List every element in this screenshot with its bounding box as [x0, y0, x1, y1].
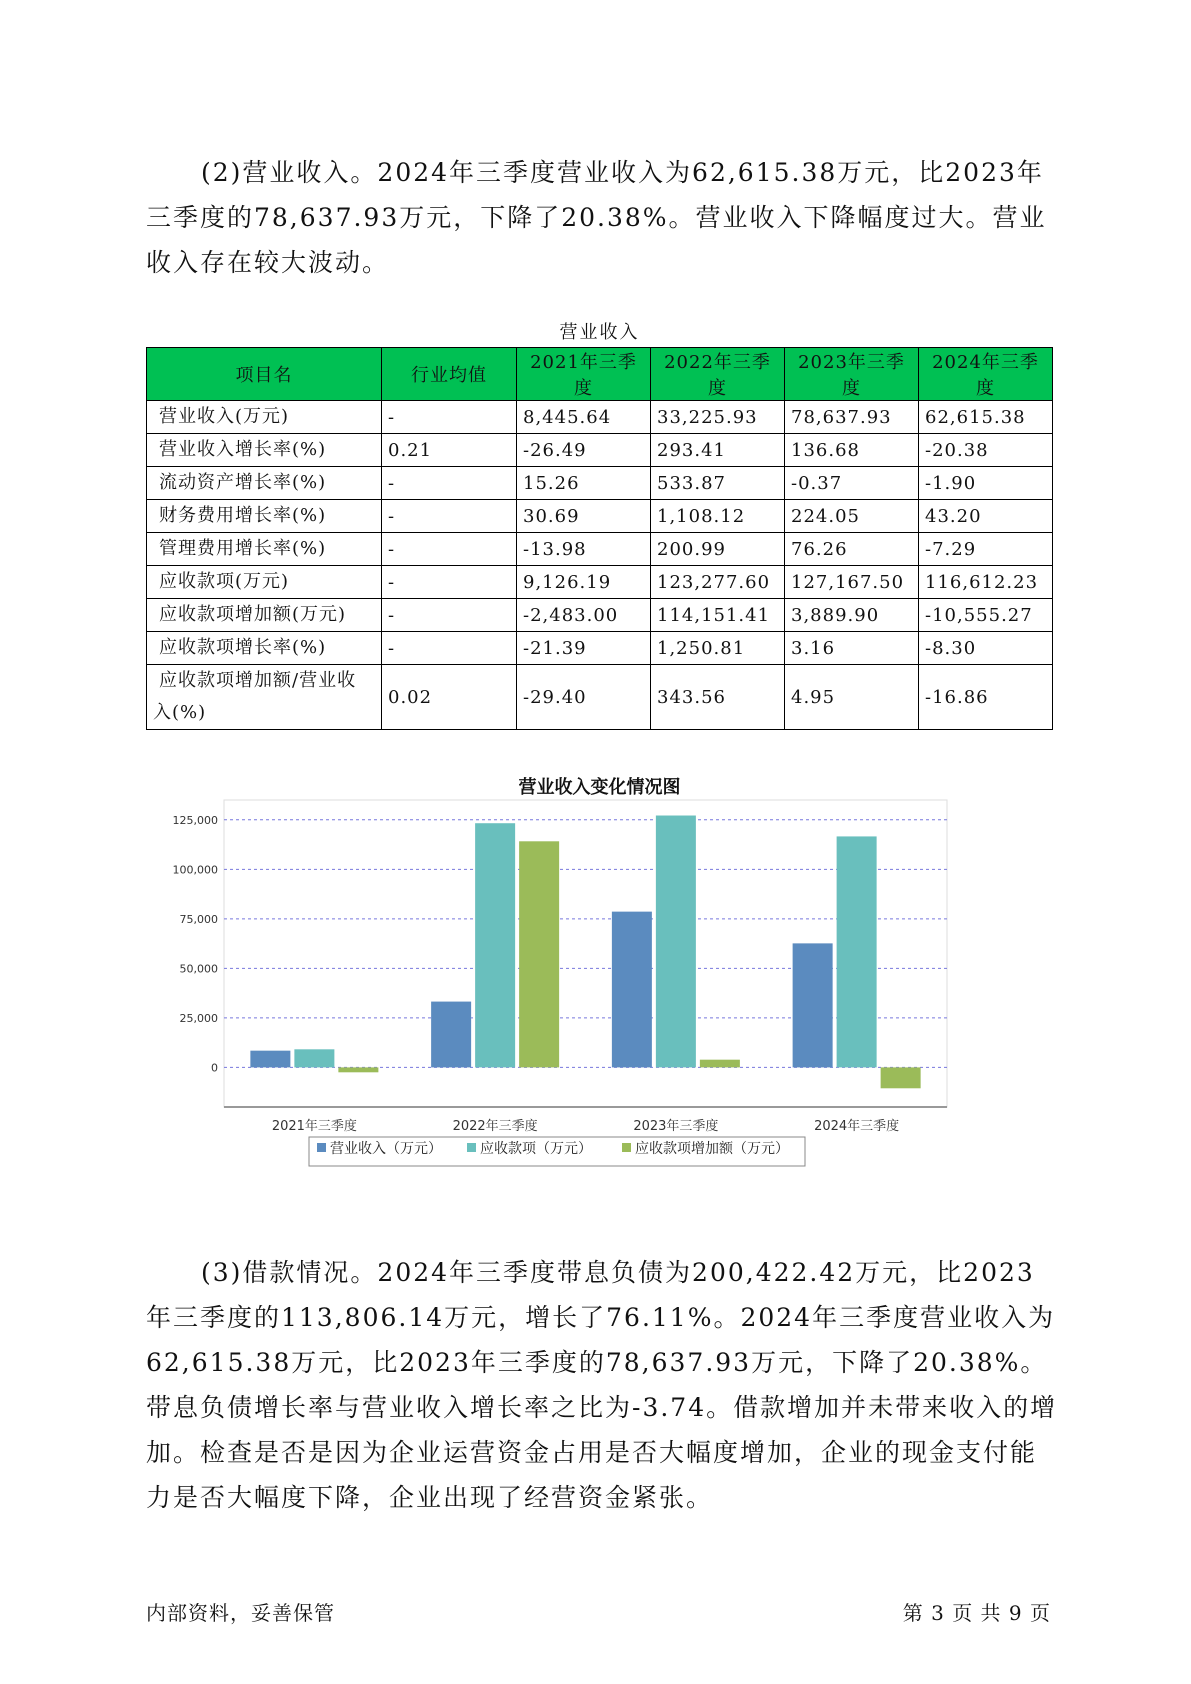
y-tick-label: 0: [211, 1061, 218, 1075]
bar-receivables: [294, 1049, 334, 1067]
table-cell: -21.39: [517, 632, 651, 665]
y-tick-label: 25,000: [179, 1011, 218, 1025]
table-cell: 76.26: [785, 533, 919, 566]
legend-label: 应收款项（万元）: [480, 1141, 592, 1157]
table-row: [147, 500, 1053, 533]
table-cell: -29.40: [517, 665, 651, 730]
bar-receivables-increase: [881, 1067, 921, 1088]
table-cell: -: [382, 599, 517, 632]
table-cell: -1.90: [919, 467, 1053, 500]
legend-swatch: [622, 1143, 631, 1152]
table-caption: 营业收入: [559, 322, 640, 343]
table-cell: 15.26: [517, 467, 651, 500]
table-cell: -2,483.00: [517, 599, 651, 632]
table-cell: 30.69: [517, 500, 651, 533]
table-row: [147, 665, 1053, 730]
legend-swatch: [467, 1143, 476, 1152]
y-tick-label: 125,000: [172, 813, 218, 827]
x-tick-label: 2021年三季度: [271, 1119, 357, 1134]
row-label-cell: 应收款项增长率(%): [147, 632, 382, 665]
table-cell: 127,167.50: [785, 566, 919, 599]
revenue-bar-chart: [146, 800, 1053, 1157]
bar-receivables: [475, 823, 515, 1067]
table-cell: -7.29: [919, 533, 1053, 566]
table-cell: 136.68: [785, 434, 919, 467]
legend-label: 应收款项增加额（万元）: [635, 1141, 789, 1157]
bar-receivables-increase: [519, 841, 559, 1067]
bar-revenue: [612, 912, 652, 1068]
table-cell: -8.30: [919, 632, 1053, 665]
table-cell: 1,108.12: [651, 500, 785, 533]
table-cell: 9,126.19: [517, 566, 651, 599]
table-header-cell: 项目名: [147, 348, 382, 401]
table-row: [147, 566, 1053, 599]
row-label-cell: 应收款项增加额(万元): [147, 599, 382, 632]
y-tick-label: 75,000: [179, 912, 218, 926]
table-cell: -10,555.27: [919, 599, 1053, 632]
table-row: [147, 401, 1053, 434]
table-cell: -: [382, 632, 517, 665]
table-cell: 123,277.60: [651, 566, 785, 599]
row-label-cell: 营业收入(万元): [147, 401, 382, 434]
row-label-cell: 应收款项(万元): [147, 566, 382, 599]
x-tick-label: 2022年三季度: [452, 1119, 538, 1134]
table-cell: 0.21: [382, 434, 517, 467]
paragraph-operating-revenue: [146, 150, 1061, 285]
row-label-cell: 应收款项增加额/营业收入(%): [147, 665, 382, 730]
table-row: [147, 434, 1053, 467]
bar-receivables: [837, 836, 877, 1067]
table-cell: 8,445.64: [517, 401, 651, 434]
table-cell: 0.02: [382, 665, 517, 730]
table-cell: 62,615.38: [919, 401, 1053, 434]
bar-revenue: [431, 1002, 471, 1068]
chart-title: 营业收入变化情况图: [518, 777, 681, 798]
table-cell: 114,151.41: [651, 599, 785, 632]
row-label-cell: 营业收入增长率(%): [147, 434, 382, 467]
table-cell: 43.20: [919, 500, 1053, 533]
table-cell: 33,225.93: [651, 401, 785, 434]
row-label-cell: 管理费用增长率(%): [147, 533, 382, 566]
table-cell: -0.37: [785, 467, 919, 500]
table-row: [147, 599, 1053, 632]
table-cell: 4.95: [785, 665, 919, 730]
table-cell: 293.41: [651, 434, 785, 467]
legend-label: 营业收入（万元）: [330, 1141, 442, 1157]
x-tick-label: 2024年三季度: [814, 1119, 900, 1134]
table-cell: -26.49: [517, 434, 651, 467]
table-cell: 78,637.93: [785, 401, 919, 434]
table-row: [147, 632, 1053, 665]
y-tick-label: 100,000: [172, 863, 218, 877]
table-cell: 200.99: [651, 533, 785, 566]
bar-receivables-increase: [700, 1060, 740, 1068]
table-header-cell: 2024年三季度: [919, 348, 1053, 401]
table-cell: -13.98: [517, 533, 651, 566]
footer-page-number: 第 3 页 共 9 页: [902, 1601, 1051, 1625]
bar-revenue: [250, 1051, 290, 1068]
revenue-table: [146, 347, 1053, 730]
table-header-cell: 行业均值: [382, 348, 517, 401]
table-header-cell: 2021年三季度: [517, 348, 651, 401]
bar-receivables-increase: [338, 1067, 378, 1072]
row-label-cell: 财务费用增长率(%): [147, 500, 382, 533]
table-cell: 3,889.90: [785, 599, 919, 632]
row-label-cell: 流动资产增长率(%): [147, 467, 382, 500]
table-cell: 343.56: [651, 665, 785, 730]
legend-swatch: [317, 1143, 326, 1152]
table-cell: -: [382, 467, 517, 500]
table-cell: -: [382, 500, 517, 533]
paragraph-text: (3)借款情况。2024年三季度带息负债为200,422.42万元，比2023年三季度的113,806.14万元，增长了76.11%。2024年三季度营业收入为62,615.38万元，比2023年三季度的78,637.93万元，下降了20.38%。带息负债增长率与营业收入增长率之比为-3.74。借款增加并未带来收入的增加。检查是否是因为企业运营资金占用是否大幅度增加，企业的现金支付能力是否大幅度下降，企业出现了经营资金紧张。: [146, 1258, 1058, 1512]
table-row: [147, 467, 1053, 500]
table-cell: 1,250.81: [651, 632, 785, 665]
table-cell: -: [382, 533, 517, 566]
footer-confidential-note: 内部资料，妥善保管: [146, 1601, 335, 1625]
table-cell: -: [382, 566, 517, 599]
table-cell: 224.05: [785, 500, 919, 533]
y-tick-label: 50,000: [179, 962, 218, 976]
table-cell: 116,612.23: [919, 566, 1053, 599]
table-cell: -: [382, 401, 517, 434]
table-header-cell: 2023年三季度: [785, 348, 919, 401]
table-row: [147, 533, 1053, 566]
table-cell: -20.38: [919, 434, 1053, 467]
table-cell: -16.86: [919, 665, 1053, 730]
bar-revenue: [793, 943, 833, 1067]
table-cell: 3.16: [785, 632, 919, 665]
bar-receivables: [656, 816, 696, 1068]
table-header-cell: 2022年三季度: [651, 348, 785, 401]
table-cell: 533.87: [651, 467, 785, 500]
table-header-row: [147, 348, 1053, 401]
paragraph-text: (2)营业收入。2024年三季度营业收入为62,615.38万元，比2023年三季度的78,637.93万元，下降了20.38%。营业收入下降幅度过大。营业收入存在较大波动。: [146, 158, 1047, 277]
paragraph-borrowing: [146, 1250, 1061, 1520]
x-tick-label: 2023年三季度: [633, 1119, 719, 1134]
